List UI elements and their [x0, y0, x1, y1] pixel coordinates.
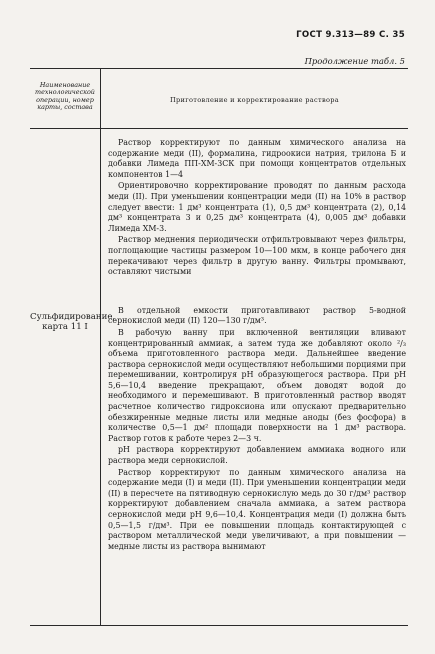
page-header: ГОСТ 9.313—89 С. 35 — [296, 30, 405, 40]
table-header-divider — [30, 128, 408, 129]
continuation-label: Продолжение табл. 5 — [304, 56, 405, 66]
table-bottom-border — [30, 625, 408, 626]
table — [30, 68, 408, 626]
column-header-preparation: Приготовление и корректирование раствора — [169, 96, 340, 104]
body-text — [108, 138, 406, 553]
paragraph: Раствор меднения периодически отфильтровывают через фильтры, поглощающие частицы размером 10—100 мкм, в конце рабочего дня перекачивают через фильтр в другую ванну. Фильтры промывают, оставляют чистыми — [108, 235, 406, 277]
table-top-border — [30, 68, 408, 69]
paragraph: Ориентировочно корректирование проводят по данным расхода меди (II). При уменьшении концентрации меди (II) на 10% в раствор следует ввести: 1 дм³ концентрата (1), 0,5 дм³ концентрата (2), 0,14 дм³ концентрата 3 и 0,25 дм³ концентрата (4), 0,005 дм³ добавки Лимеда ХМ-3. — [108, 181, 406, 233]
paragraph: Раствор корректируют по данным химического анализа на содержание меди (I) и меди (II). При уменьшении концентрации меди (II) в пересчете на пятиводную сернокислую медь до 30 г/дм³ раствор корректируют добавлением сначала аммиака, а затем раствора сернокислой меди pH 9,6—10,4. Концентрация меди (I) должна быть 0,5—1,5 г/дм³. При ее повышении площадь контактирующей с раствором металлической меди увеличивают, а при повышении — медные листы из раствора вынимают — [108, 467, 406, 551]
paragraph: В рабочую ванну при включенной вентиляции вливают концентрированный аммиак, а затем туда же добавляют около ²/₃ объема приготовленного раствора меди. Дальнейшее введение раствора сернокислой меди осуществляют небольшими порциями при перемешивании, контролируя pH образующегося раствора. При pH 5,6—10,4 введение прекращают, объем доводят водой до необходимого и перемешивают. В приготовленный раствор вводят расчетное количество гидроксиона или опускают предварительно обезжиренные медные листы или медные аноды (без фосфора) в количестве 0,5—1 дм² площади поверхности на 1 дм³ раствора. Раствор готов к работе через 2—3 ч. — [108, 327, 406, 443]
paragraph: Раствор корректируют по данным химического анализа на содержание меди (II), формалина, гидроокиси натрия, трилона Б и добавки Лимеда ПП-ХМ-3СК при помощи концентратов отдельных компонентов 1—4 — [108, 138, 406, 179]
paragraph: pH раствора корректируют добавлением аммиака водного или раствора меди сернокислой. — [108, 445, 406, 466]
paragraph: В отдельной емкости приготавливают раствор 5-водной сернокислой меди (II) 120—130 г/дм³. — [108, 305, 406, 326]
table-column-divider — [100, 68, 101, 626]
row-label-sulfidation: Сульфидирование, карта 11 I — [30, 312, 116, 333]
column-header-operation: Наименование технологической операции, номер карты, состава — [35, 81, 95, 112]
